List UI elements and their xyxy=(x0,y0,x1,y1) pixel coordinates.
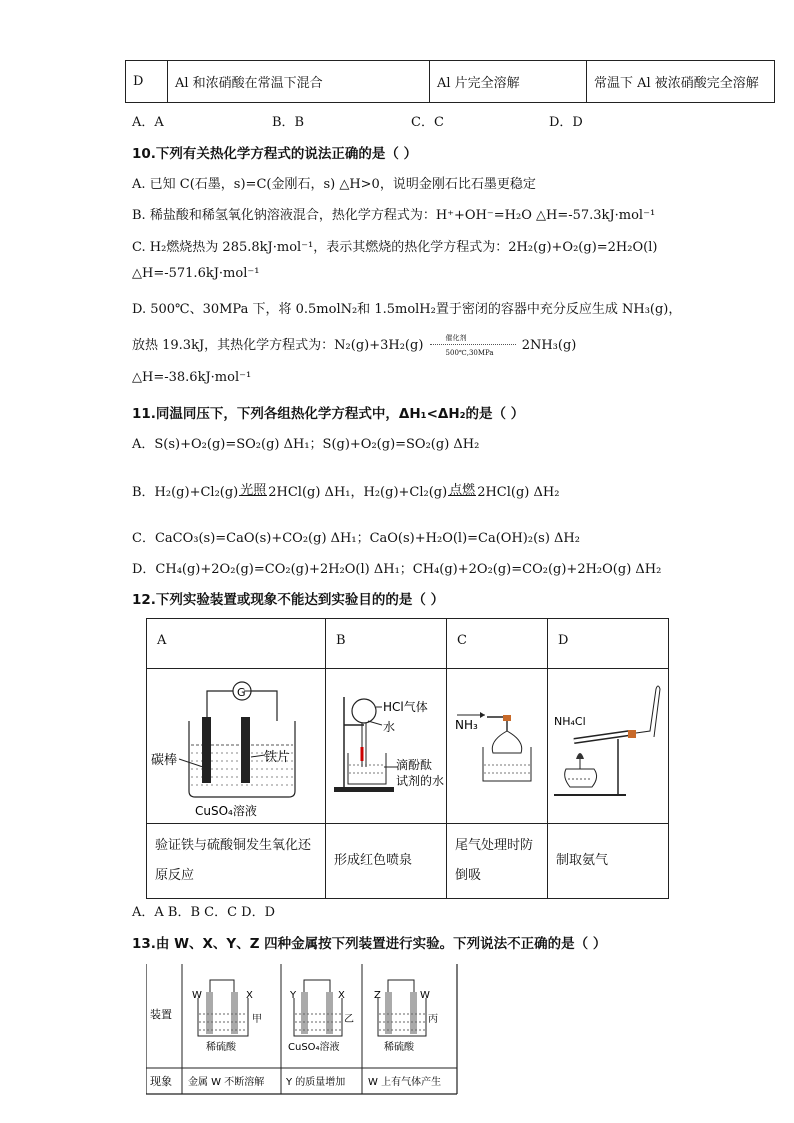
phenomenon-jia: 金属 W 不断溶解 xyxy=(188,1077,265,1088)
table-cell: 验证铁与硫酸铜发生氧化还原反应 xyxy=(147,824,326,899)
table-cell: D xyxy=(126,61,168,103)
cuso4-solution-label: CuSO₄溶液 xyxy=(195,804,257,818)
hcl-gas-label: HCl气体 xyxy=(383,700,428,714)
electrode-right-label: X xyxy=(246,990,253,1001)
table-cell: 常温下 Al 被浓硝酸完全溶解 xyxy=(587,61,775,103)
q9-option-c: C．C xyxy=(411,115,444,130)
table-cell: Al 和浓硝酸在常温下混合 xyxy=(168,61,430,103)
table-header: A xyxy=(147,619,326,669)
arrow-cond-top: 催化剂 xyxy=(445,333,467,342)
q11-option-a: A．S(s)+O₂(g)=SO₂(g) ΔH₁；S(g)+O₂(g)=SO₂(g) ΔH₂ xyxy=(132,437,480,452)
condition-label: 光照 xyxy=(240,483,267,498)
figure-cell-a xyxy=(147,669,326,824)
q10-title: 10.下列有关热化学方程式的说法正确的是（ ） xyxy=(132,146,418,162)
q10-option-d-line3: △H=-38.6kJ·mol⁻¹ xyxy=(132,370,252,385)
q11-b-part3: 2HCl(g) ΔH₂ xyxy=(477,485,560,500)
cell-tag: 乙 xyxy=(344,1014,354,1025)
anti-suckback-figure xyxy=(447,669,547,819)
q10-option-c-line1: C. H₂燃烧热为 285.8kJ·mol⁻¹，表示其燃烧的热化学方程式为：2H₂(g)+O₂(g)=2H₂O(l) xyxy=(132,240,658,255)
nh4cl-label: NH₄Cl xyxy=(554,715,586,728)
q11-b-part1: B．H₂(g)+Cl₂(g) xyxy=(132,485,239,500)
table-row xyxy=(147,824,669,899)
water-label: 水 xyxy=(383,720,396,734)
q9-table xyxy=(125,60,775,103)
cell-tag: 甲 xyxy=(252,1014,262,1025)
q10-option-a: A. 已知 C(石墨，s)=C(金刚石，s) △H>0，说明金刚石比石墨更稳定 xyxy=(132,177,536,192)
ammonia-prep-figure xyxy=(548,669,668,819)
figure-cell-b xyxy=(326,669,447,824)
q10-option-d-line1: D. 500℃、30MPa 下，将 0.5molN₂和 1.5molH₂置于密闭的容器中充分反应生成 NH₃(g)， xyxy=(132,302,682,317)
electrode-left-label: Y xyxy=(290,990,297,1001)
figure-cell-d xyxy=(548,669,669,824)
phenolphthalein-label-2: 试剂的水 xyxy=(396,774,445,788)
q10-option-d-line2 xyxy=(132,333,577,357)
arrow-cond-bottom: 500℃,30MPa xyxy=(445,348,494,357)
table-row xyxy=(147,669,669,824)
cell-tag: 丙 xyxy=(428,1014,438,1025)
condition-arrow xyxy=(447,483,477,498)
q13-table-figure xyxy=(146,964,458,1096)
q10-d-products: 2NH₃(g) xyxy=(521,338,577,353)
solution-label: 稀硫酸 xyxy=(384,1042,414,1053)
iron-sheet-label: 铁片 xyxy=(264,750,291,765)
q9-option-d: D．D xyxy=(549,115,583,130)
q9-option-b: B．B xyxy=(272,115,305,130)
electrode-left-label: Z xyxy=(374,990,381,1001)
table-cell: 形成红色喷泉 xyxy=(326,824,447,899)
carbon-rod-label: 碳棒 xyxy=(151,753,178,768)
table-cell: 尾气处理时防倒吸 xyxy=(447,824,548,899)
cell-yi xyxy=(288,980,354,1053)
electrode-right-label: X xyxy=(338,990,345,1001)
fountain-figure xyxy=(326,669,446,819)
q12-options: A．A B．B C．C D．D xyxy=(132,905,276,920)
q12-table xyxy=(146,618,669,899)
q10-option-c-line2: △H=-571.6kJ·mol⁻¹ xyxy=(132,266,260,281)
q11-option-b xyxy=(132,481,559,500)
q11-option-c: C．CaCO₃(s)=CaO(s)+CO₂(g) ΔH₁；CaO(s)+H₂O(l)=Ca(OH)₂(s) ΔH₂ xyxy=(132,531,580,546)
nh3-label: NH₃ xyxy=(455,718,478,732)
electrode-right-label: W xyxy=(420,990,430,1001)
galvanic-cell-figure xyxy=(147,669,325,819)
q10-option-b: B. 稀盐酸和稀氢氧化钠溶液混合，热化学方程式为：H⁺+OH⁻=H₂O △H=-57.3kJ·mol⁻¹ xyxy=(132,208,656,223)
q11-option-d: D．CH₄(g)+2O₂(g)=CO₂(g)+2H₂O(l) ΔH₁；CH₄(g)+2O₂(g)=CO₂(g)+2H₂O(g) ΔH₂ xyxy=(132,562,662,577)
table-header: B xyxy=(326,619,447,669)
condition-label: 点燃 xyxy=(449,483,476,498)
cell-jia xyxy=(192,980,262,1053)
reversible-arrow xyxy=(428,333,518,357)
q9-option-a: A．A xyxy=(132,115,164,130)
condition-arrow xyxy=(238,483,268,498)
phenolphthalein-label-1: 滴酚酞 xyxy=(396,758,433,772)
table-row xyxy=(147,619,669,669)
cell-bing xyxy=(374,980,438,1053)
phenomenon-yi: Y 的质量增加 xyxy=(286,1077,346,1088)
q12-title: 12.下列实验装置或现象不能达到实验目的的是（ ） xyxy=(132,592,445,608)
row-label-phenomenon: 现象 xyxy=(150,1075,172,1088)
q11-b-part2: 2HCl(g) ΔH₁，H₂(g)+Cl₂(g) xyxy=(268,485,448,500)
phenomenon-bing: W 上有气体产生 xyxy=(368,1077,442,1088)
q10-d-reactants: 放热 19.3kJ，其热化学方程式为：N₂(g)+3H₂(g) xyxy=(132,338,424,353)
solution-label: CuSO₄溶液 xyxy=(288,1042,340,1053)
figure-cell-c xyxy=(447,669,548,824)
solution-label: 稀硫酸 xyxy=(206,1042,236,1053)
table-row xyxy=(126,61,775,103)
table-cell: 制取氨气 xyxy=(548,824,669,899)
galvanometer-label: G xyxy=(237,686,246,699)
table-header: C xyxy=(447,619,548,669)
q13-title: 13.由 W、X、Y、Z 四种金属按下列装置进行实验。下列说法不正确的是（ ） xyxy=(132,936,607,952)
table-cell: Al 片完全溶解 xyxy=(430,61,587,103)
table-header: D xyxy=(548,619,669,669)
electrode-left-label: W xyxy=(192,990,202,1001)
row-label-apparatus: 装置 xyxy=(150,1008,172,1021)
q11-title: 11.同温同压下，下列各组热化学方程式中，ΔH₁<ΔH₂的是（ ） xyxy=(132,406,525,422)
